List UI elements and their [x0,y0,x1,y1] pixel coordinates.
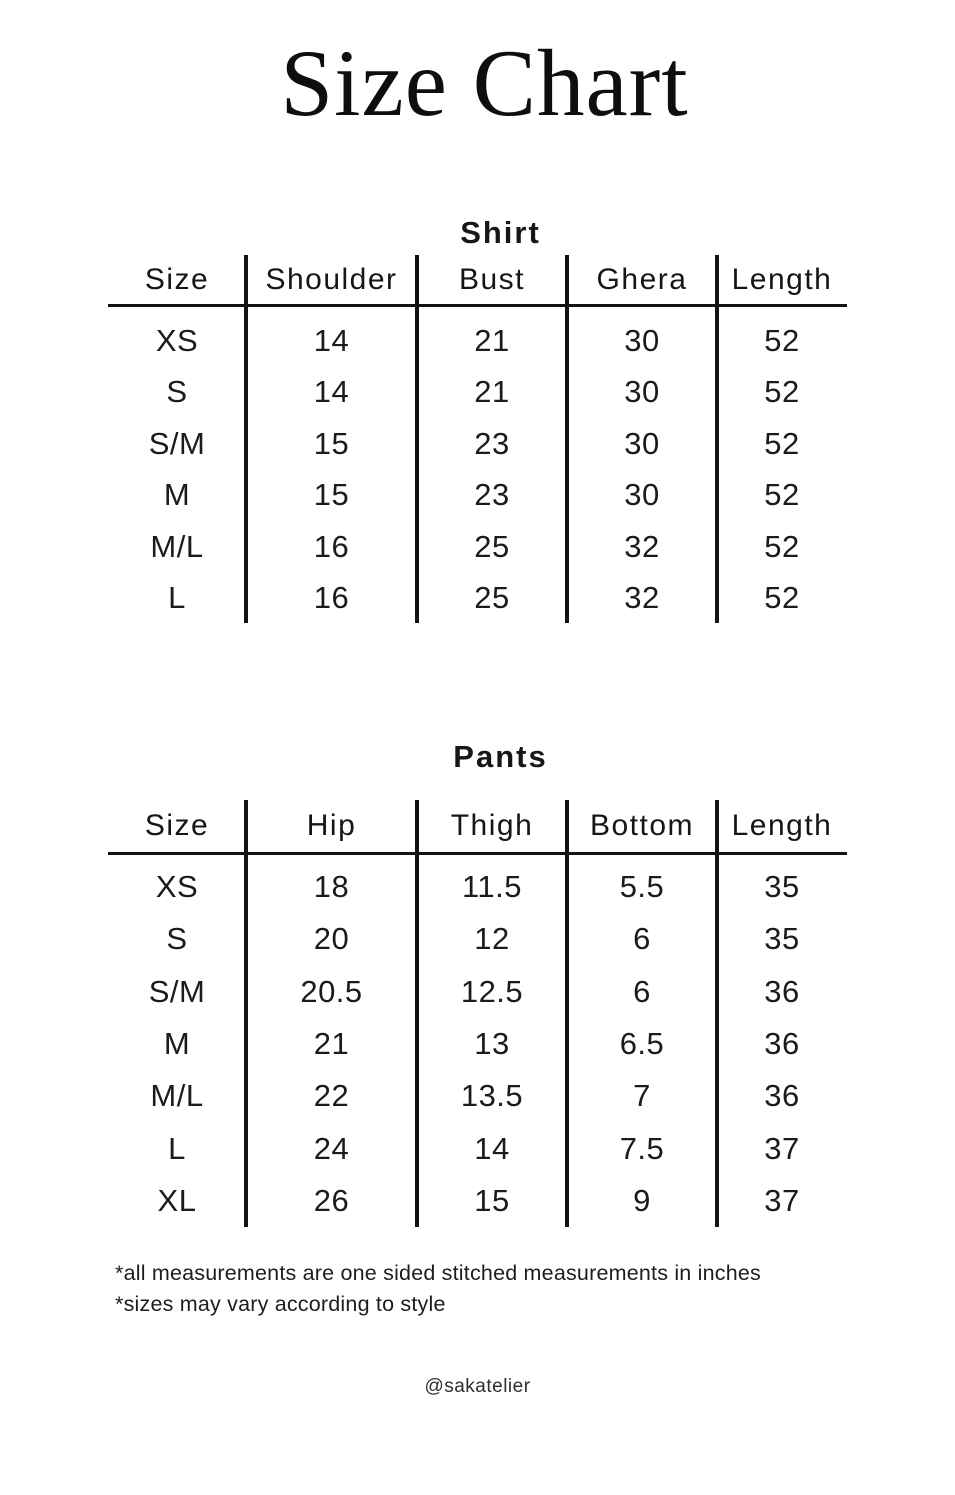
value-cell: 6.5 [619,1026,665,1062]
value-cell: 20.5 [300,973,363,1009]
col-header-length: Length [731,262,833,296]
footnote-measurements: *all measurements are one sided stitched measurements in inches [115,1261,761,1285]
value-cell: 30 [624,477,660,513]
value-cell: 6 [633,921,651,957]
page-title: Size Chart [280,30,689,136]
pants-table-header [108,800,847,852]
value-cell: 30 [624,425,660,461]
col-header-size: Size [144,262,210,296]
value-cell: 21 [313,1026,350,1062]
size-cell: M [163,477,191,513]
value-cell: 24 [313,1130,350,1166]
value-cell: 36 [764,973,800,1009]
col-header-bust: Bust [458,262,526,296]
col-header-shoulder: Shoulder [265,262,398,296]
size-cell: L [168,1130,186,1166]
value-cell: 35 [764,869,800,905]
column-divider [415,800,419,1227]
value-cell: 13 [474,1026,510,1062]
size-cell: S/M [148,425,206,461]
shirt-section-heading: Shirt [460,215,541,250]
column-divider [715,255,719,623]
value-cell: 52 [764,580,800,616]
value-cell: 13.5 [460,1078,524,1114]
value-cell: 14 [313,374,350,410]
value-cell: 15 [313,477,350,513]
col-header-size: Size [144,809,210,842]
value-cell: 25 [474,580,510,616]
size-cell: M/L [150,1078,204,1114]
size-cell: S [166,921,188,957]
size-cell: S [166,374,188,410]
value-cell: 52 [764,322,800,358]
value-cell: 15 [313,425,350,461]
footnotes [115,1258,761,1319]
value-cell: 21 [474,374,510,410]
value-cell: 52 [764,425,800,461]
shirt-table-header [108,255,847,304]
column-divider [415,255,419,623]
value-cell: 30 [624,322,660,358]
value-cell: 15 [474,1182,510,1218]
table-row [108,470,847,522]
value-cell: 9 [633,1182,651,1218]
value-cell: 7.5 [619,1130,665,1166]
value-cell: 32 [624,528,660,564]
size-cell: S/M [148,973,206,1009]
column-divider [565,255,569,623]
col-header-thigh: Thigh [450,809,534,842]
value-cell: 36 [764,1078,800,1114]
column-divider [565,800,569,1227]
size-cell: L [168,580,186,616]
column-divider [244,255,248,623]
value-cell: 26 [313,1182,350,1218]
value-cell: 23 [474,425,510,461]
size-cell: XS [155,322,199,358]
table-row [108,315,847,367]
value-cell: 37 [764,1182,800,1218]
value-cell: 14 [474,1130,510,1166]
value-cell: 20 [313,921,350,957]
value-cell: 5.5 [619,869,665,905]
column-divider [244,800,248,1227]
value-cell: 25 [474,528,510,564]
col-header-ghera: Ghera [596,262,688,296]
size-cell: M/L [150,528,204,564]
value-cell: 21 [474,322,510,358]
size-cell: XS [155,869,199,905]
value-cell: 37 [764,1130,800,1166]
value-cell: 14 [313,322,350,358]
shirt-table [108,255,847,623]
value-cell: 36 [764,1026,800,1062]
value-cell: 22 [313,1078,350,1114]
col-header-length: Length [731,809,833,842]
table-row [108,1018,847,1070]
col-header-hip: Hip [306,809,357,842]
size-cell: XL [157,1182,197,1218]
value-cell: 52 [764,374,800,410]
value-cell: 32 [624,580,660,616]
value-cell: 52 [764,528,800,564]
value-cell: 30 [624,374,660,410]
column-divider [715,800,719,1227]
value-cell: 12 [474,921,510,957]
pants-table [108,800,847,1227]
table-row [108,1070,847,1122]
table-row [108,418,847,470]
value-cell: 23 [474,477,510,513]
pants-table-body [108,855,847,1227]
value-cell: 7 [633,1078,651,1114]
table-row [108,573,847,625]
value-cell: 11.5 [461,869,523,905]
footnote-sizes: *sizes may vary according to style [115,1291,446,1316]
col-header-bottom: Bottom [589,809,695,842]
value-cell: 12.5 [460,973,524,1009]
value-cell: 18 [313,869,350,905]
table-row [108,367,847,419]
value-cell: 6 [633,973,651,1009]
value-cell: 52 [764,477,800,513]
table-row [108,861,847,913]
table-row [108,521,847,573]
table-row [108,1175,847,1227]
table-row [108,1122,847,1174]
social-handle: @sakatelier [424,1376,531,1397]
table-row [108,966,847,1018]
value-cell: 16 [313,580,350,616]
pants-section-heading: Pants [453,739,548,774]
size-cell: M [163,1026,191,1062]
value-cell: 16 [313,528,350,564]
value-cell: 35 [764,921,800,957]
table-row [108,913,847,965]
shirt-table-body [108,307,847,624]
